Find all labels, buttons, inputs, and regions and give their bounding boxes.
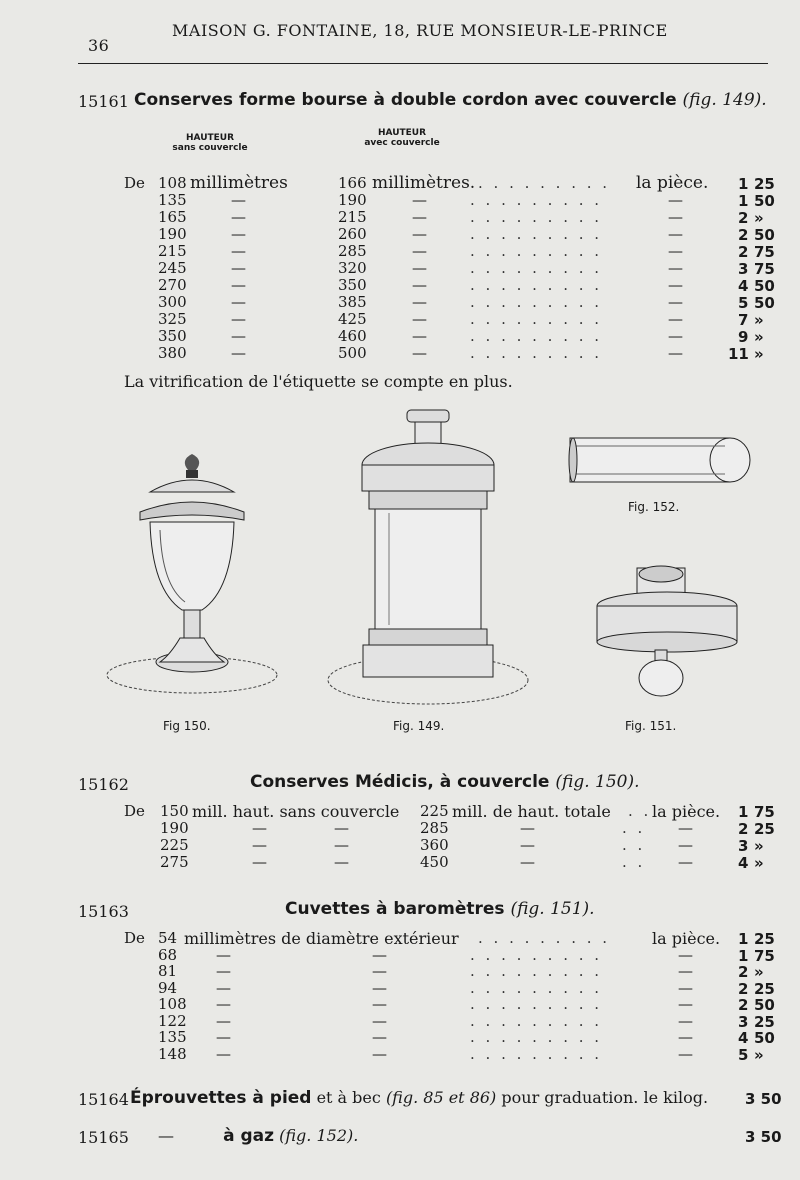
height-without-lid: 190 [160,819,189,837]
outer-diameter: 94 [158,979,178,997]
leader-dots: . . . . . . . . . [470,225,603,243]
price-centimes: » [754,345,764,363]
ditto-dash: — [334,819,349,837]
ditto-dash: — [668,225,683,243]
price-francs: 2 [738,226,749,244]
leader-dots: . . . . . . . . . [470,1028,603,1046]
ditto-dash: — [668,276,683,294]
total-height: 225 [420,802,449,820]
vitrification-note: La vitrification de l'étiquette se compte en plus. [124,372,513,391]
ditto-dash: — [334,836,349,854]
ditto-dash: — [412,191,427,209]
header-rule [78,63,768,64]
price-centimes: 50 [754,192,775,210]
price-francs: 1 [738,175,749,193]
ditto-dash: — [412,293,427,311]
price-francs: 3 [745,1128,756,1146]
height-without-lid: 165 [158,208,187,226]
figure-150-caption: Fig 150. [163,719,211,733]
price-centimes: » [754,854,764,872]
title-text: Conserves forme bourse à double cordon avec couvercle [134,90,677,110]
leader-dots: . . . . . . . . . [470,327,603,345]
item-code-15161: 15161 [78,92,129,111]
ditto-dash: — [668,242,683,260]
column-head-2 [362,128,442,148]
title-rest: et à bec [316,1088,381,1107]
title-text: Éprouvettes à pied [130,1088,312,1108]
price-francs: 11 [728,345,749,363]
col-head-sub: avec couvercle [364,138,440,148]
leader-dots: . . . . . . . . . [470,276,603,294]
height-without-lid: 215 [158,242,187,260]
ditto-dash: — [216,1012,231,1030]
price-francs: 4 [738,854,749,872]
col-head-sub: sans couvercle [172,143,248,153]
item-code-15162: 15162 [78,775,129,794]
leader-dots: . . . . . . . . . [470,344,603,362]
figure-reference: (fig. 150). [555,772,640,792]
leader-dots: . . [628,802,652,820]
leader-dots: . . [622,819,646,837]
row-prefix: De [124,929,145,947]
ditto-dash: — [520,853,535,871]
price-unit: la pièce. [652,929,721,948]
price-francs: 1 [738,192,749,210]
price-francs: 9 [738,328,749,346]
total-height: 360 [420,836,449,854]
total-height: 450 [420,853,449,871]
height-with-lid: 190 [338,191,367,209]
price-francs: 4 [738,277,749,295]
ditto-dash: — [678,995,693,1013]
ditto-dash: — [231,344,246,362]
price-centimes: 75 [754,243,775,261]
ditto-dash: — [252,819,267,837]
height-without-lid: 300 [158,293,187,311]
leader-dots: . . . . . . . . . [470,946,603,964]
price-centimes: 25 [754,820,775,838]
price-unit: la pièce. [652,802,721,821]
leader-dots: . . . . . . . . . [470,242,603,260]
ditto-dash: — [678,1012,693,1030]
price-centimes: 75 [754,260,775,278]
line-text: mill. haut. sans couvercle [192,802,400,821]
ditto-dash: — [231,225,246,243]
figure-152-glass-tube [565,432,755,492]
leader-dots: . . . . . . . . . [470,310,603,328]
figure-reference: (fig. 152). [279,1126,359,1145]
ditto-dash: — [520,819,535,837]
outer-diameter: 135 [158,1028,187,1046]
height-without-lid: 270 [158,276,187,294]
height-without-lid: 135 [158,191,187,209]
unit-label-2: millimètres. [372,173,476,193]
height-without-lid: 325 [158,310,187,328]
height-with-lid: 260 [338,225,367,243]
price-centimes: 50 [760,1090,782,1108]
row-prefix: De [124,802,145,820]
leader-dots: . . . . . . . . . [470,995,603,1013]
col-head-label: HAUTEUR [377,128,427,138]
figure-reference: (fig. 151). [510,899,595,919]
ditto-dash: — [412,225,427,243]
ditto-dash: — [412,259,427,277]
ditto-dash: — [678,853,693,871]
ditto-dash: — [668,327,683,345]
leader-dots: . . . . . . . . . [478,929,611,947]
height-without-lid: 380 [158,344,187,362]
height-without-lid: 108 [158,174,187,192]
height-with-lid: 166 [338,174,367,192]
leader-dots: . . . . . . . . . [470,208,603,226]
outer-diameter: 122 [158,1012,187,1030]
ditto-dash: — [412,276,427,294]
ditto-dash: — [668,208,683,226]
ditto-dash: — [372,946,387,964]
height-with-lid: 425 [338,310,367,328]
column-head-1 [170,133,250,153]
price-francs: 5 [738,1046,749,1064]
unit-label: millimètres [190,173,288,193]
height-with-lid: 215 [338,208,367,226]
ditto-dash: — [412,327,427,345]
price-centimes: 50 [754,226,775,244]
ditto-dash: — [231,208,246,226]
ditto-dash: — [668,259,683,277]
figure-150-medicis-jar [100,450,280,705]
ditto-dash: — [668,310,683,328]
page-number: 36 [88,36,110,55]
height-with-lid: 500 [338,344,367,362]
ditto-dash: — [252,836,267,854]
leader-dots: . . . . . . . . . [470,191,603,209]
leader-dots: . . . . . . . . . [470,1045,603,1063]
item-title-15163 [285,899,595,919]
ditto-dash: — [216,979,231,997]
price-centimes: 25 [754,980,775,998]
ditto-dash: — [231,310,246,328]
price-francs: 3 [738,260,749,278]
row-prefix: De [124,174,145,192]
price-centimes: 50 [760,1128,782,1146]
height-with-lid: 320 [338,259,367,277]
title-text: à gaz [223,1126,275,1146]
line-text: millimètres de diamètre extérieur [184,929,459,948]
ditto-dash: — [372,962,387,980]
ditto-dash: — [372,1028,387,1046]
item-title-15161 [134,90,767,110]
ditto-dash: — [412,344,427,362]
item-line-15165 [158,1126,358,1146]
ditto-dash: — [520,836,535,854]
price-francs: 5 [738,294,749,312]
price-centimes: 25 [754,930,775,948]
price-unit: le kilog. [643,1088,709,1107]
figure-149-conserve-jar [325,405,535,715]
price-15165 [745,1128,782,1146]
leader-dots: . . . . . . . . . [470,259,603,277]
price-francs: 7 [738,311,749,329]
price-francs: 2 [738,209,749,227]
figure-reference: (fig. 149). [682,90,767,110]
leader-dots: . . . . . . . . . [478,174,611,192]
price-francs: 2 [738,980,749,998]
height-without-lid: 245 [158,259,187,277]
ditto-dash: — [231,191,246,209]
price-francs: 3 [738,837,749,855]
ditto-dash: — [216,995,231,1013]
item-line-15164 [130,1088,708,1108]
line-text-2: mill. de haut. totale [452,802,611,821]
outer-diameter: 54 [158,929,178,947]
ditto-dash: — [231,327,246,345]
price-centimes: 25 [754,1013,775,1031]
ditto-dash: — [678,946,693,964]
ditto-dash: — [231,242,246,260]
height-with-lid: 460 [338,327,367,345]
price-centimes: 50 [754,996,775,1014]
outer-diameter: 68 [158,946,178,964]
height-without-lid: 275 [160,853,189,871]
price-francs: 2 [738,820,749,838]
price-centimes: » [754,837,764,855]
price-francs: 4 [738,1029,749,1047]
height-with-lid: 285 [338,242,367,260]
ditto-dash: — [231,259,246,277]
ditto-dash: — [668,293,683,311]
ditto-dash: — [678,819,693,837]
ditto-dash: — [678,1028,693,1046]
leader-dots: . . [622,853,646,871]
price-francs: 2 [738,996,749,1014]
leader-dots: . . [622,836,646,854]
price-francs: 1 [738,803,749,821]
height-without-lid: 150 [160,802,189,820]
ditto-dash: — [372,1045,387,1063]
price-francs: 1 [738,930,749,948]
title-rest-2: pour graduation. [501,1088,639,1107]
ditto-dash: — [678,979,693,997]
figure-reference: (fig. 85 et 86) [385,1088,497,1107]
height-with-lid: 350 [338,276,367,294]
price-15164 [745,1090,782,1108]
title-text: Conserves Médicis, à couvercle [250,772,550,792]
figure-152-caption: Fig. 152. [628,500,680,514]
ditto-dash: — [372,979,387,997]
ditto-dash: — [412,310,427,328]
price-centimes: » [754,311,764,329]
ditto-dash: — [678,1045,693,1063]
height-with-lid: 385 [338,293,367,311]
ditto-dash: — [668,344,683,362]
ditto-dash: — [678,962,693,980]
item-code-15163: 15163 [78,902,129,921]
height-without-lid: 190 [158,225,187,243]
price-centimes: » [754,328,764,346]
outer-diameter: 81 [158,962,178,980]
price-centimes: 50 [754,1029,775,1047]
ditto-dash: — [158,1126,174,1145]
item-code-15165: 15165 [78,1128,129,1147]
leader-dots: . . . . . . . . . [470,293,603,311]
ditto-dash: — [231,293,246,311]
price-centimes: 50 [754,294,775,312]
ditto-dash: — [412,208,427,226]
price-francs: 2 [738,963,749,981]
price-unit: la pièce. [636,173,709,193]
price-francs: 1 [738,947,749,965]
ditto-dash: — [216,1028,231,1046]
ditto-dash: — [372,1012,387,1030]
page-header-title: MAISON G. FONTAINE, 18, RUE MONSIEUR-LE-PRINCE [172,21,668,40]
ditto-dash: — [231,276,246,294]
figure-151-barometer-cup [595,560,745,705]
leader-dots: . . . . . . . . . [470,1012,603,1030]
ditto-dash: — [334,853,349,871]
ditto-dash: — [372,995,387,1013]
leader-dots: . . . . . . . . . [470,962,603,980]
ditto-dash: — [216,962,231,980]
ditto-dash: — [216,946,231,964]
price-centimes: 75 [754,947,775,965]
title-text: Cuvettes à baromètres [285,899,505,919]
height-without-lid: 225 [160,836,189,854]
price-centimes: 25 [754,175,775,193]
outer-diameter: 148 [158,1045,187,1063]
height-without-lid: 350 [158,327,187,345]
price-centimes: » [754,963,764,981]
ditto-dash: — [252,853,267,871]
price-francs: 3 [745,1090,756,1108]
price-francs: 3 [738,1013,749,1031]
ditto-dash: — [412,242,427,260]
figure-151-caption: Fig. 151. [625,719,677,733]
price-centimes: 50 [754,277,775,295]
item-code-15164: 15164 [78,1090,129,1109]
leader-dots: . . . . . . . . . [470,979,603,997]
col-head-label: HAUTEUR [185,133,235,143]
ditto-dash: — [668,191,683,209]
price-francs: 2 [738,243,749,261]
ditto-dash: — [216,1045,231,1063]
price-centimes: » [754,209,764,227]
outer-diameter: 108 [158,995,187,1013]
ditto-dash: — [678,836,693,854]
figure-149-caption: Fig. 149. [393,719,445,733]
price-centimes: » [754,1046,764,1064]
price-centimes: 75 [754,803,775,821]
total-height: 285 [420,819,449,837]
item-title-15162 [250,772,640,792]
